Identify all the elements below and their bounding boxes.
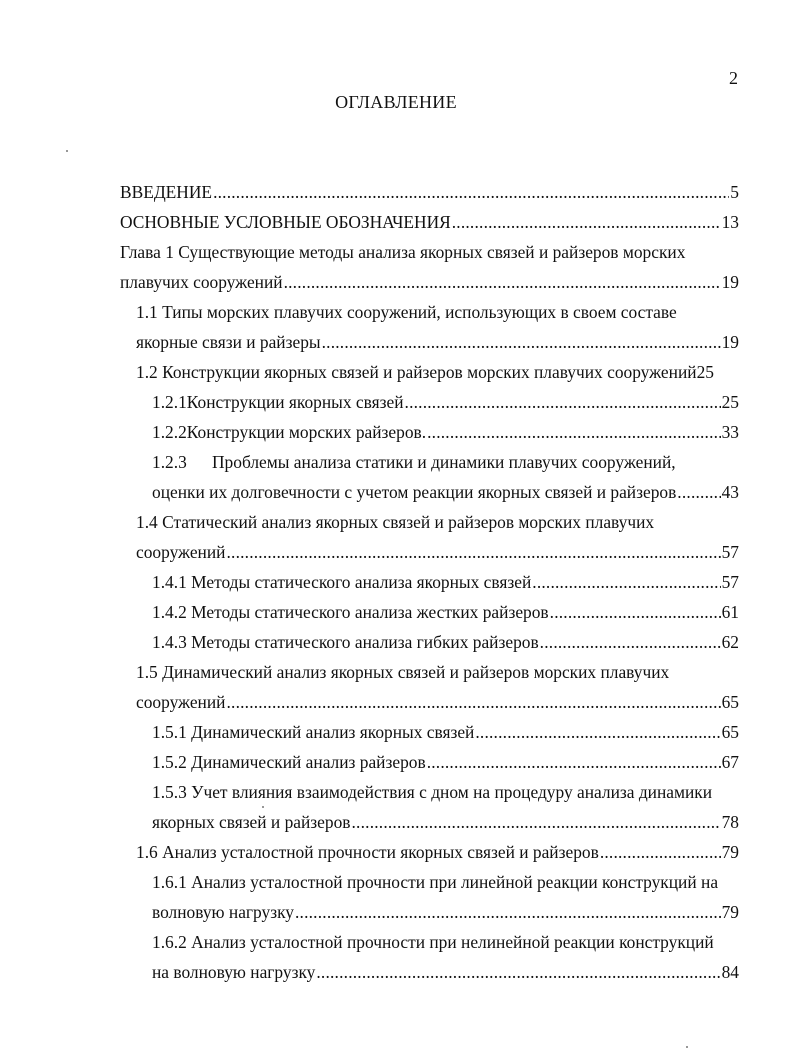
toc-entry-title: 1.1 Типы морских плавучих сооружений, использующих в своем составе (136, 302, 677, 322)
toc-entry-page: 25 (696, 362, 714, 382)
toc-entry-page: 65 (721, 692, 739, 712)
toc-entry-number: 1.2.1 (152, 392, 187, 412)
toc-entry-title-cont: плавучих сооружений (120, 272, 283, 292)
toc-entry[interactable] (120, 270, 739, 294)
toc-entry-line1[interactable] (120, 240, 739, 264)
toc-entry-page: 33 (721, 422, 739, 442)
toc-entry[interactable] (120, 210, 739, 234)
toc-entry-title-cont: якорных связей и райзеров (152, 812, 351, 832)
toc-entry-line1[interactable] (152, 930, 739, 954)
toc-entry-line1[interactable] (136, 300, 739, 324)
toc-entry-title: ВВЕДЕНИЕ (120, 182, 213, 202)
toc-entry-title: 1.4 Статический анализ якорных связей и райзеров морских плавучих (136, 512, 655, 532)
toc-entry-page: 67 (721, 752, 739, 772)
dot-leader (322, 330, 721, 354)
toc-entry-title: 1.4.3 Методы статического анализа гибких райзеров (152, 632, 539, 652)
dot-leader (452, 210, 721, 234)
toc-entry-page: 62 (721, 632, 739, 652)
toc-entry-line1[interactable] (136, 660, 739, 684)
toc-entry[interactable] (152, 420, 739, 444)
toc-entry[interactable] (120, 180, 739, 204)
toc-entry-title: 1.6.1 Анализ усталостной прочности при линейной реакции конструкций на (152, 872, 719, 892)
toc-entry-title: 1.5.2 Динамический анализ райзеров (152, 752, 426, 772)
toc-entry-title: 1.5.3 Учет влияния взаимодействия с дном на процедуру анализа динамики (152, 782, 713, 802)
toc-entry[interactable] (152, 750, 739, 774)
toc-entry[interactable] (152, 960, 739, 984)
dot-leader (677, 480, 720, 504)
toc-entry-title: Проблемы анализа статики и динамики плавучих сооружений, (212, 452, 676, 472)
toc-entry[interactable] (136, 330, 739, 354)
toc-entry-title: Конструкции якорных связей (186, 392, 404, 412)
dot-leader (532, 570, 720, 594)
dot-leader (475, 720, 720, 744)
toc-entry-page: 5 (730, 182, 739, 202)
toc-entry-title: 1.4.2 Методы статического анализа жестких райзеров (152, 602, 549, 622)
toc-entry-title: 1.4.1 Методы статического анализа якорных связей (152, 572, 532, 592)
toc-entry[interactable] (152, 390, 739, 414)
toc-entry-page: 19 (721, 272, 739, 292)
toc-entry[interactable] (152, 570, 739, 594)
toc-entry-title: 1.2 Конструкции якорных связей и райзеров морских плавучих сооружений (136, 362, 697, 382)
dot-leader (352, 810, 721, 834)
toc-entry-page: 43 (721, 482, 739, 502)
scan-speck (66, 150, 68, 152)
toc-entry-title: ОСНОВНЫЕ УСЛОВНЫЕ ОБОЗНАЧЕНИЯ (120, 212, 451, 232)
page-title: ОГЛАВЛЕНИЕ (335, 92, 457, 112)
toc-entry-page: 79 (721, 842, 739, 862)
toc-entry-title: Конструкции морских райзеров. (186, 422, 427, 442)
scan-speck (262, 806, 264, 808)
dot-leader (213, 180, 729, 204)
dot-leader (427, 750, 721, 774)
dot-leader (316, 960, 720, 984)
dot-leader (295, 900, 721, 924)
toc-entry-number: 1.2.3 (152, 452, 187, 472)
toc-entry-page: 79 (721, 902, 739, 922)
toc-entry[interactable] (152, 630, 739, 654)
toc-entry-page: 25 (721, 392, 739, 412)
toc-entry[interactable] (152, 600, 739, 624)
toc-entry-title-cont: на волновую нагрузку (152, 962, 316, 982)
toc-entry-page: 57 (721, 572, 739, 592)
toc-entry-title: Глава 1 Существующие методы анализа якорных связей и райзеров морских (120, 242, 686, 262)
dot-leader (226, 690, 720, 714)
toc-entry[interactable] (136, 690, 739, 714)
toc-entry-line1[interactable] (136, 510, 739, 534)
toc-entry[interactable] (152, 810, 739, 834)
toc-entry-title: 1.6.2 Анализ усталостной прочности при нелинейной реакции конструкций (152, 932, 714, 952)
toc-entry[interactable] (152, 720, 739, 744)
toc-entry[interactable] (152, 900, 739, 924)
toc-entry[interactable] (152, 480, 739, 504)
toc-entry[interactable] (136, 540, 739, 564)
toc-entry-page: 13 (721, 212, 739, 232)
dot-leader (427, 420, 721, 444)
toc-entry-page: 78 (721, 812, 739, 832)
toc-entry-title: 1.5 Динамический анализ якорных связей и райзеров морских плавучих (136, 662, 670, 682)
toc-entry-page: 19 (721, 332, 739, 352)
toc-entry-line1[interactable] (152, 870, 739, 894)
dot-leader (540, 630, 721, 654)
toc-entry-page: 84 (721, 962, 739, 982)
toc-entry-page: 57 (721, 542, 739, 562)
dot-leader (600, 840, 721, 864)
dot-leader (550, 600, 721, 624)
toc-entry-title: 1.6 Анализ усталостной прочности якорных связей и райзеров (136, 842, 599, 862)
toc-entry-title-cont: сооружений (136, 692, 226, 712)
toc-entry-title-cont: оценки их долговечности с учетом реакции якорных связей и райзеров (152, 482, 677, 502)
toc-entry-title-cont: сооружений (136, 542, 226, 562)
toc-entry-title-cont: якорные связи и райзеры (136, 332, 321, 352)
toc-entry[interactable] (136, 360, 739, 384)
dot-leader (405, 390, 721, 414)
toc-entry-title: 1.5.1 Динамический анализ якорных связей (152, 722, 475, 742)
dot-leader (284, 270, 721, 294)
toc-entry-line1[interactable] (152, 450, 739, 474)
dot-leader (226, 540, 720, 564)
toc-entry-page: 61 (721, 602, 739, 622)
toc-entry-number: 1.2.2 (152, 422, 187, 442)
page-number: 2 (729, 68, 738, 88)
toc-entry-line1[interactable] (152, 780, 739, 804)
scan-speck (686, 1046, 688, 1048)
toc-entry-page: 65 (721, 722, 739, 742)
toc-entry-title-cont: волновую нагрузку (152, 902, 294, 922)
toc-entry[interactable] (136, 840, 739, 864)
